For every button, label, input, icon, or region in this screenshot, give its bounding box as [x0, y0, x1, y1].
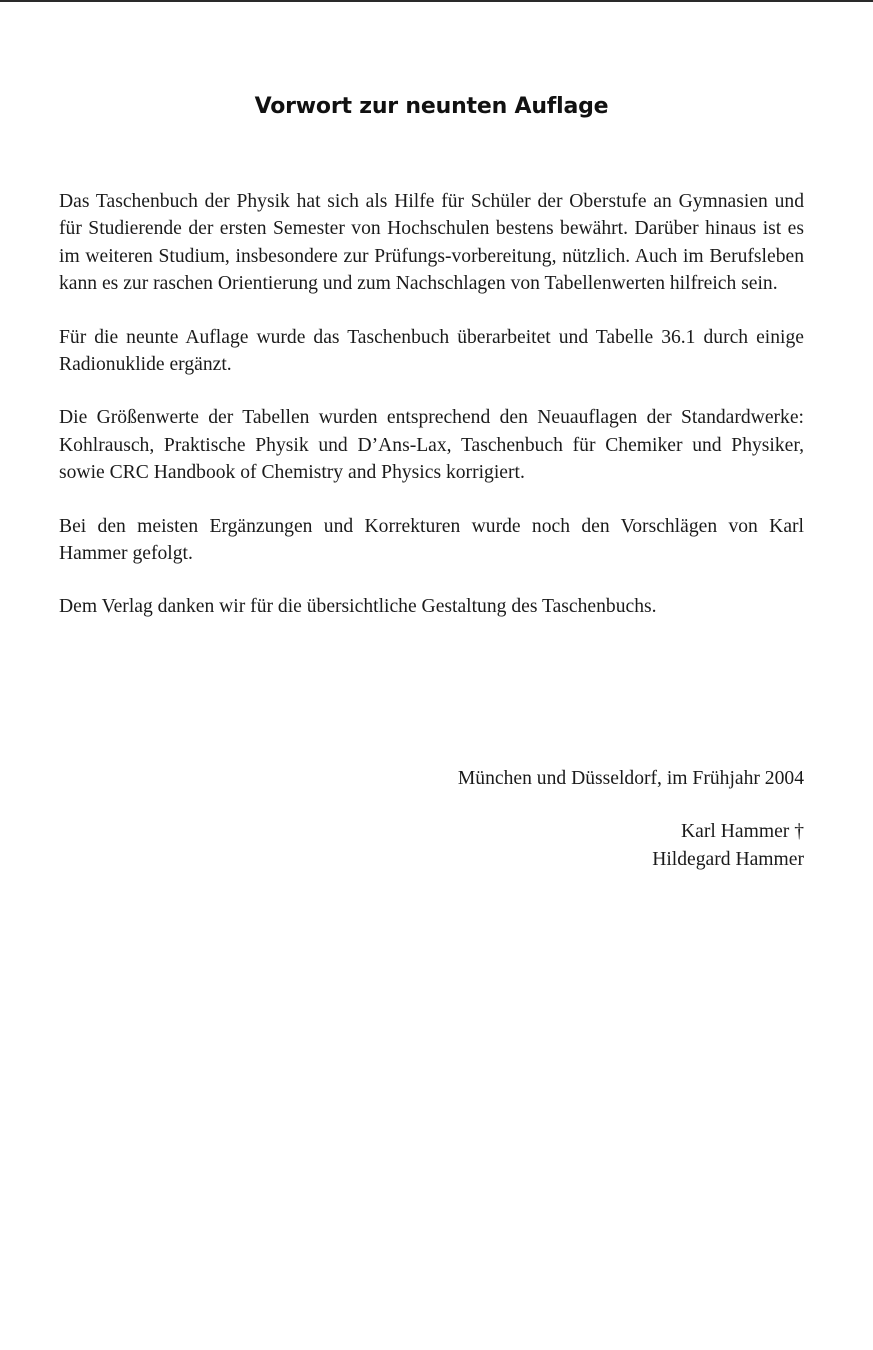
signature-block — [652, 818, 804, 873]
paragraph-table-values: Die Größenwerte der Tabellen wurden entsprechend den Neuauflagen der Standardwerke: Kohlrausch, Praktische Physik und D’Ans-Lax, Taschenbuch für Chemiker und Physiker, sowie CRC Handbook of Chemistry and Physics korrigiert. — [59, 407, 804, 484]
paragraph-intro: Das Taschenbuch der Physik hat sich als Hilfe für Schüler der Oberstufe an Gymnasien und für Studierende der ersten Semester von Hochschulen bestens bewährt. Darüber hinaus ist es im weiteren Studium, insbesondere zur Prüfungs-vorbereitung, nützlich. Auch im Berufsleben kann es zur raschen Orientierung und zum Nachschlagen von Tabellenwerten hilfreich sein. — [59, 191, 804, 295]
paragraph-suggestions: Bei den meisten Ergänzungen und Korrekturen wurde noch den Vorschlägen von Karl Hammer gefolgt. — [59, 515, 804, 565]
place-and-date: München und Düsseldorf, im Frühjahr 2004 — [457, 768, 804, 789]
paragraph-thanks: Dem Verlag danken wir für die übersichtliche Gestaltung des Taschenbuchs. — [59, 596, 657, 618]
page-title: Vorwort zur neunten Auflage — [254, 94, 609, 119]
paragraph-ninth-edition: Für die neunte Auflage wurde das Taschenbuch überarbeitet und Tabelle 36.1 durch einige Radionuklide ergänzt. — [59, 326, 804, 376]
signature-hildegard-hammer: Hildegard Hammer — [652, 848, 804, 870]
preface-body — [59, 188, 804, 621]
top-border-line — [0, 0, 873, 2]
signature-karl-hammer: Karl Hammer † — [681, 821, 804, 842]
